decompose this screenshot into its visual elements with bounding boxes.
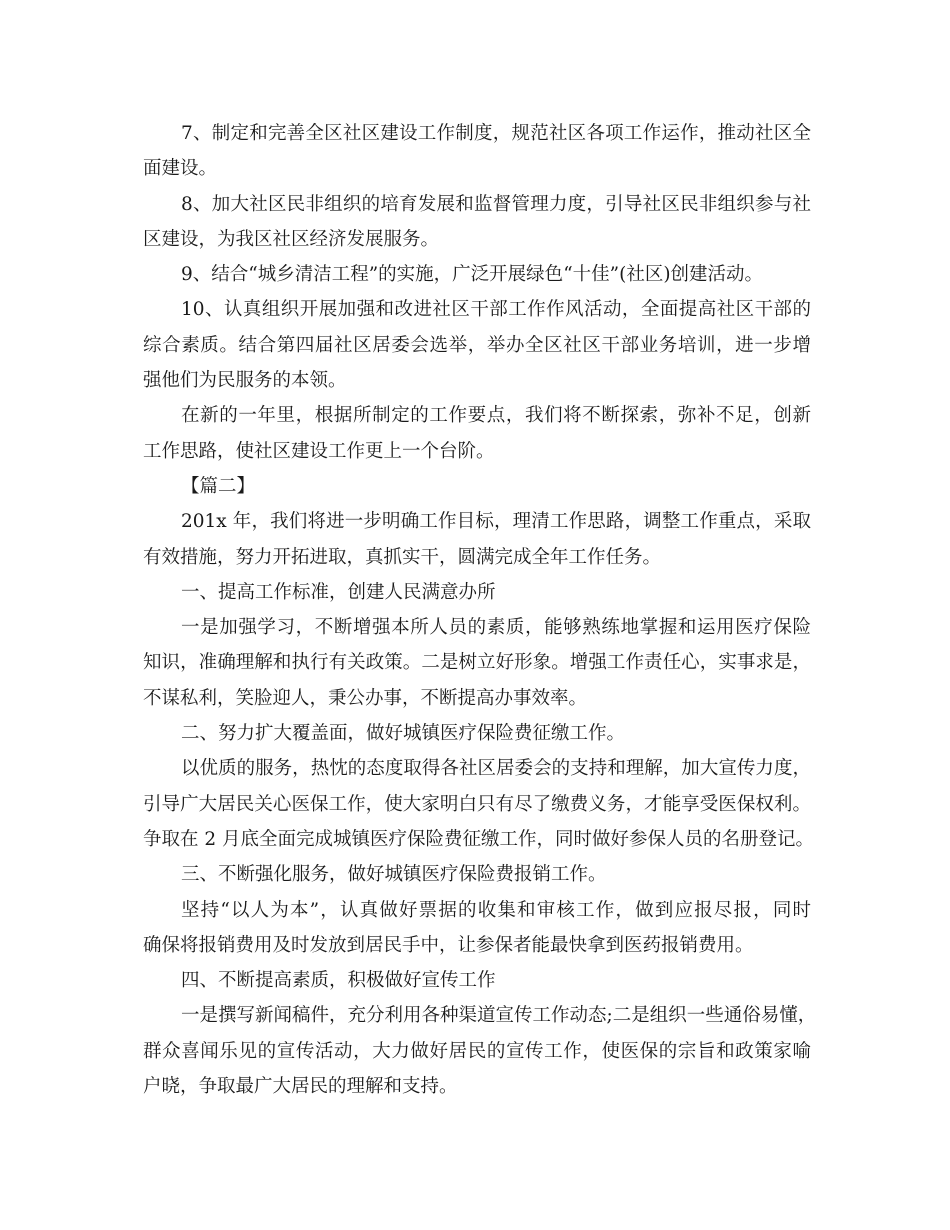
text-line: 7、制定和完善全区社区建设工作制度，规范社区各项工作运作，推动社区全 <box>181 123 811 144</box>
text-line: 一、提高工作标准，创建人民满意办所 <box>181 581 496 603</box>
text-line: 群众喜闻乐见的宣传活动，大力做好居民的宣传工作，使医保的宗旨和政策家喻 <box>143 1040 811 1062</box>
text-line: 工作思路，使社区建设工作更上一个台阶。 <box>143 440 495 462</box>
text-line: 强他们为民服务的本领。 <box>143 370 347 392</box>
text-line: 争取在 2 月底全面完成城镇医疗保险费征缴工作，同时做好参保人员的名册登记。 <box>143 828 815 850</box>
text-line: 确保将报销费用及时发放到居民手中，让参保者能最快拿到医药报销费用。 <box>143 934 754 956</box>
document-body <box>143 116 817 1104</box>
text-line: 201x 年，我们将进一步明确工作目标，理清工作思路，调整工作重点，采取 <box>181 511 811 533</box>
text-line: 8、加大社区民非组织的培育发展和监督管理力度，引导社区民非组织参与社 <box>181 193 811 215</box>
text-line: 以优质的服务，热忱的态度取得各社区居委会的支持和理解，加大宣传力度， <box>181 758 811 780</box>
text-line: 区建设，为我区社区经济发展服务。 <box>143 228 440 250</box>
text-line: 不谋私利，笑脸迎人，秉公办事，不断提高办事效率。 <box>143 687 588 709</box>
text-line: 面建设。 <box>143 158 218 180</box>
text-line: 综合素质。结合第四届社区居委会选举，举办全区社区干部业务培训，进一步增 <box>143 334 811 356</box>
text-line: 在新的一年里，根据所制定的工作要点，我们将不断探索，弥补不足，创新 <box>181 405 811 427</box>
text-line: 坚持“以人为本”，认真做好票据的收集和审核工作，做到应报尽报，同时 <box>181 899 811 921</box>
text-line: 有效措施，努力开拓进取，真抓实干，圆满完成全年工作任务。 <box>143 546 662 568</box>
text-line: 一是撰写新闻稿件，充分利用各种渠道宣传工作动态;二是组织一些通俗易懂， <box>181 1005 817 1027</box>
text-line: 一是加强学习，不断增强本所人员的素质，能够熟练地掌握和运用医疗保险 <box>181 617 811 639</box>
text-line: 引导广大居民关心医保工作，使大家明白只有尽了缴费义务，才能享受医保权利。 <box>143 793 811 815</box>
text-line: 9、结合“城乡清洁工程”的实施，广泛开展绿色“十佳”(社区)创建活动。 <box>181 264 764 286</box>
text-line: 二、努力扩大覆盖面，做好城镇医疗保险费征缴工作。 <box>181 723 626 745</box>
text-line: 户晓，争取最广大居民的理解和支持。 <box>143 1076 458 1098</box>
text-line: 知识，准确理解和执行有关政策。二是树立好形象。增强工作责任心，实事求是， <box>143 652 811 674</box>
text-line: 三、不断强化服务，做好城镇医疗保险费报销工作。 <box>181 864 607 886</box>
text-line: 四、不断提高素质，积极做好宣传工作 <box>181 970 496 992</box>
text-line: 【篇二】 <box>181 475 256 497</box>
text-line: 10、认真组织开展加强和改进社区干部工作作风活动，全面提高社区干部的 <box>181 299 811 321</box>
